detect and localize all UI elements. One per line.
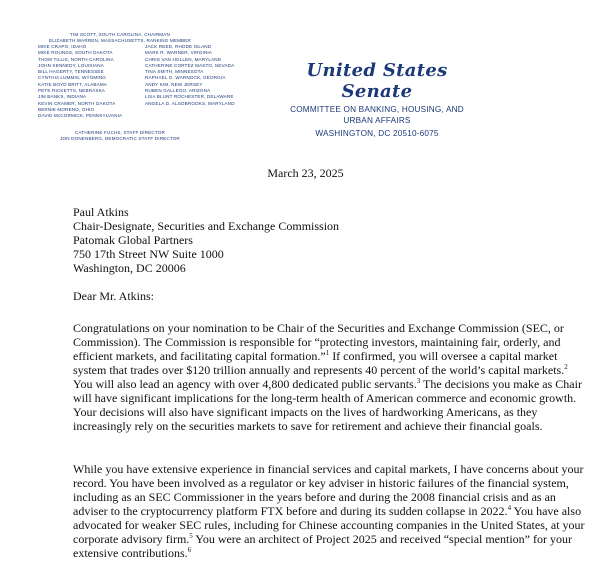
member-name: JIM BANKS, INDIANA bbox=[38, 94, 87, 100]
ranking-member-line: ELIZABETH WARREN, MASSACHUSETTS, RANKING MEMBER bbox=[49, 38, 191, 44]
member-name: LISA BLUNT ROCHESTER, DELAWARE bbox=[145, 94, 234, 100]
senate-title: United States Senate bbox=[306, 60, 448, 102]
text-segment: The decisions you make as Chair will have significant implications for the long-term health of American commerce and economic growth. Your decisions will also have significant impacts on the lives of hardworking Americans, as they increasingly rely on the securities markets to save for retirement and achieve their financial goals. bbox=[73, 377, 582, 433]
recipient-name: Paul Atkins bbox=[73, 205, 129, 219]
footnote-ref: 2 bbox=[564, 363, 568, 371]
committee-leadership bbox=[0, 32, 240, 45]
member-name: RAPHAEL G. WARNOCK, GEORGIA bbox=[145, 75, 226, 81]
text-segment: You were an architect of Project 2025 and received “special mention” for your extensive contributions. bbox=[73, 532, 572, 560]
member-name: JOHN KENNEDY, LOUISIANA bbox=[38, 62, 104, 68]
member-name: KEVIN CRAMER, NORTH DAKOTA bbox=[38, 100, 116, 106]
member-name: MARK R. WARNER, VIRGINIA bbox=[145, 50, 212, 56]
member-name: BILL HAGERTY, TENNESSEE bbox=[38, 69, 104, 75]
minority-members-list bbox=[145, 44, 235, 107]
committee-name-line1: COMMITTEE ON BANKING, HOUSING, AND bbox=[290, 105, 464, 114]
member-name: THOM TILLIS, NORTH CAROLINA bbox=[38, 56, 114, 62]
text-segment: You will also lead an agency with over 4,800 dedicated public servants. bbox=[73, 377, 417, 391]
text-segment: While you have extensive experience in financial services and capital markets, I have concerns about your record. You have been involved as a regulator or key adviser in historic failures of the financial system, including as an SEC Commissioner in the years before and during the 2008 financial crisis and as an adviser to the cryptocurrency platform FTX before and during its sudden collapse in 2022. bbox=[73, 462, 584, 518]
senate-masthead bbox=[270, 60, 484, 140]
recipient-address-block bbox=[73, 205, 339, 275]
paragraph-concerns bbox=[73, 462, 588, 560]
member-name: RUBEN GALLEGO, ARIZONA bbox=[145, 88, 211, 94]
member-name: MIKE ROUNDS, SOUTH DAKOTA bbox=[38, 50, 113, 56]
recipient-city: Washington, DC 20006 bbox=[73, 261, 186, 275]
footnote-ref: 3 bbox=[416, 377, 421, 385]
member-name: KATIE BOYD BRITT, ALABAMA bbox=[38, 81, 108, 87]
member-name: JACK REED, RHODE ISLAND bbox=[145, 44, 212, 49]
chairman-line: TIM SCOTT, SOUTH CAROLINA, CHAIRMAN bbox=[70, 32, 170, 37]
text-segment: If confirmed, you will oversee a capital market system that trades over $120 trillion annually and represents 40 percent of the world’s capital markets. bbox=[73, 349, 565, 377]
footnote-ref: 1 bbox=[325, 349, 330, 357]
text-segment: Congratulations on your nomination to be Chair of the Securities and Exchange Commission (SEC, or Commission). The Commission is responsible for “protecting investors, maintaining fair, orderly, and efficient markets, and facilitating capital formation.” bbox=[73, 321, 564, 363]
member-name: DAVID McCORMICK, PENNSYLVANIA bbox=[38, 113, 123, 119]
member-name: ANGELA D. ALSOBROOKS, MARYLAND bbox=[145, 100, 235, 106]
member-name: CHRIS VAN HOLLEN, MARYLAND bbox=[145, 56, 222, 62]
member-name: PETE RICKETTS, NEBRASKA bbox=[38, 88, 106, 94]
member-name: BERNIE MORENO, OHIO bbox=[38, 106, 95, 112]
staff-director-line: CATHERINE FUCHS, STAFF DIRECTOR bbox=[75, 130, 165, 135]
majority-members-list bbox=[38, 44, 122, 120]
recipient-organization: Patomak Global Partners bbox=[73, 233, 193, 247]
salutation: Dear Mr. Atkins: bbox=[73, 289, 154, 303]
member-name: TINA SMITH, MINNESOTA bbox=[145, 69, 204, 75]
member-name: CYNTHIA LUMMIS, WYOMING bbox=[38, 75, 107, 81]
member-name: MIKE CRAPO, IDAHO bbox=[38, 44, 87, 49]
footnote-ref: 6 bbox=[187, 546, 192, 554]
paragraph-nomination bbox=[73, 321, 588, 433]
footnote-ref: 4 bbox=[507, 504, 512, 512]
staff-directors bbox=[0, 130, 240, 143]
recipient-title: Chair-Designate, Securities and Exchange Commission bbox=[73, 219, 340, 233]
text-segment: You have also advocated for weaker SEC rules, including for Chinese accounting companies in the United States, at your corporate advisory firm. bbox=[73, 504, 585, 546]
committee-name-line2: URBAN AFFAIRS bbox=[343, 115, 411, 125]
recipient-street: 750 17th Street NW Suite 1000 bbox=[73, 247, 224, 261]
democratic-staff-director-line: JON DONENBERG, DEMOCRATIC STAFF DIRECTOR bbox=[60, 136, 180, 142]
committee-address: WASHINGTON, DC 20510-6075 bbox=[315, 129, 439, 138]
member-name: ANDY KIM, NEW JERSEY bbox=[145, 81, 203, 87]
member-name: CATHERINE CORTEZ MASTO, NEVADA bbox=[145, 62, 235, 68]
footnote-ref: 5 bbox=[189, 532, 193, 540]
letter-date: March 23, 2025 bbox=[267, 166, 344, 180]
